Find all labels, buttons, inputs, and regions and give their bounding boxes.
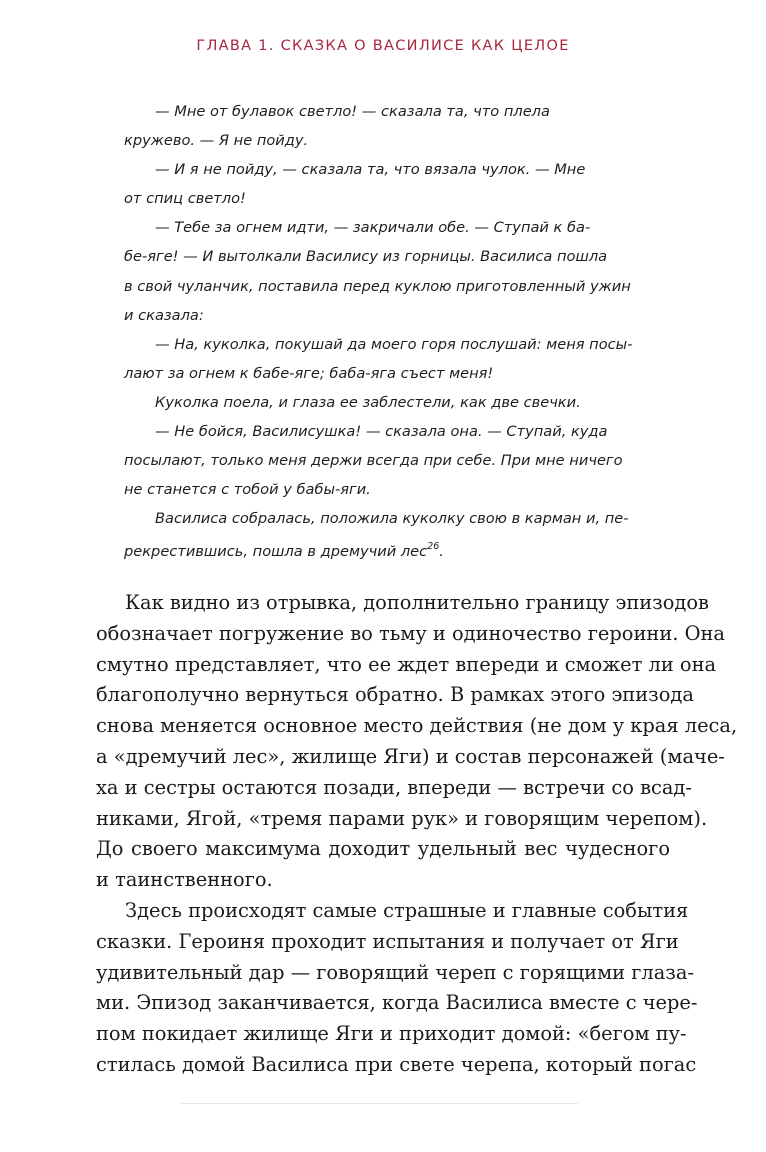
quote-line: не станется с тобой у бабы-яги. — [124, 481, 371, 499]
quote-line: бе-яге! — И вытолкали Василису из горницы. Василиса пошла — [124, 248, 608, 266]
body-line: Как видно из отрывка, дополнительно границу эпизодов — [125, 591, 709, 614]
quote-line: в свой чуланчик, поставила перед куклою приготовленный ужин — [124, 277, 631, 295]
body-line: благополучно вернуться обратно. В рамках этого эпизода — [96, 683, 694, 707]
quote-line: посылают, только меня держи всегда при себе. При мне ничего — [124, 452, 623, 470]
quote-line: — И я не пойду, — сказала та, что вязала чулок. — Мне — [155, 161, 586, 179]
footer-divider — [181, 1103, 578, 1104]
quote-line-last — [124, 533, 654, 566]
quote-line: лают за огнем к бабе-яге; баба-яга съест меня! — [124, 364, 494, 382]
body-line: смутно представляет, что ее ждет впереди и сможет ли она — [96, 652, 717, 676]
quote-line: — Не бойся, Василисушка! — сказала она. — Ступай, куда — [155, 423, 608, 441]
body-text — [96, 588, 738, 1081]
footnote-reference[interactable]: 26 — [427, 541, 440, 553]
quote-line: Василиса собралась, положила куколку свою в карман и, пе- — [155, 510, 629, 528]
quote-line: и сказала: — [124, 306, 204, 324]
body-line: ми. Эпизод заканчивается, когда Василиса вместе с чере- — [96, 991, 698, 1015]
body-line: и таинственного. — [96, 868, 273, 892]
body-line: ха и сестры остаются позади, впереди — встречи со всад- — [96, 775, 692, 799]
body-line: снова меняется основное место действия (не дом у края леса, — [96, 714, 738, 738]
quote-line: Куколка поела, и глаза ее заблестели, как две свечки. — [155, 393, 581, 411]
quote-line: — Тебе за огнем идти, — закричали обе. — Ступай к ба- — [155, 219, 591, 237]
quote-line: — Мне от булавок светло! — сказала та, что плела — [155, 103, 550, 120]
body-line: никами, Ягой, «тремя парами рук» и говорящим черепом). — [96, 806, 708, 830]
quote-line-text: рекрестившись, пошла в дремучий лес — [124, 543, 428, 561]
body-line: сказки. Героиня проходит испытания и получает от Яги — [96, 929, 679, 953]
quote-line: кружево. — Я не пойду. — [124, 132, 309, 150]
running-head: ГЛАВА 1. СКАЗКА О ВАСИЛИСЕ КАК ЦЕЛОЕ — [196, 38, 570, 54]
quote-line: — На, куколка, покушай да моего горя послушай: меня посы- — [155, 335, 633, 353]
quoted-excerpt — [124, 97, 654, 566]
quote-line: от спиц светло! — [124, 190, 246, 208]
quote-end-punctuation: . — [439, 543, 444, 561]
body-line: обозначает погружение во тьму и одиночество героини. Она — [96, 621, 725, 645]
body-line: Здесь происходят самые страшные и главные события — [125, 898, 689, 922]
body-line: До своего максимума доходит удельный вес чудесного — [96, 837, 670, 861]
body-line: а «дремучий лес», жилище Яги) и состав персонажей (маче- — [96, 744, 725, 768]
body-line: стилась домой Василиса при свете черепа, который погас — [96, 1052, 697, 1076]
body-line: пом покидает жилище Яги и приходит домой: «бегом пу- — [96, 1022, 687, 1046]
body-line: удивительный дар — говорящий череп с горящими глаза- — [96, 960, 694, 984]
